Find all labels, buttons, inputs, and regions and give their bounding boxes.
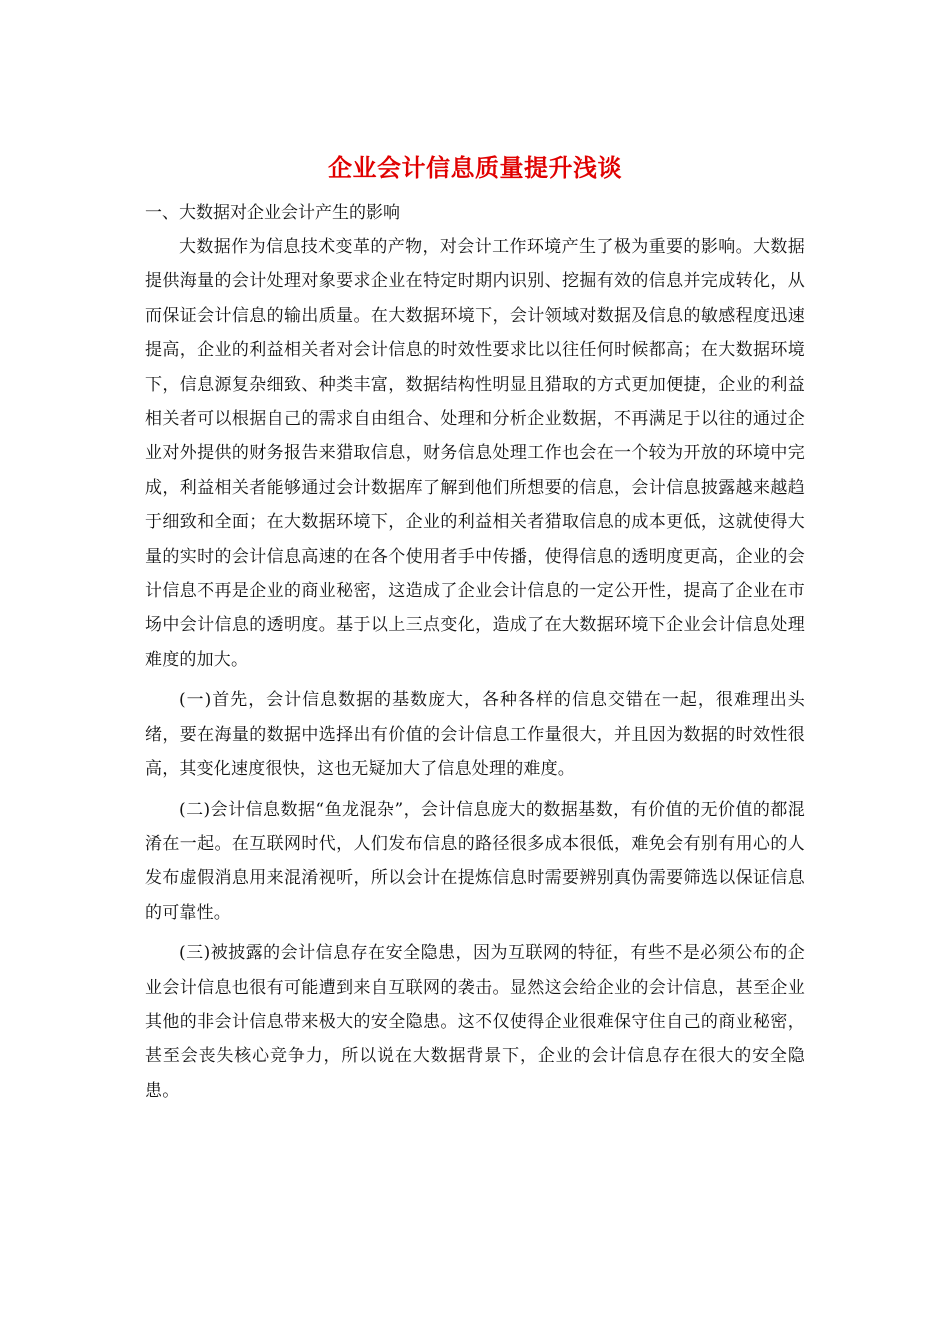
section-heading: 一、大数据对企业会计产生的影响: [145, 203, 400, 223]
paragraph-point-1: (一)首先，会计信息数据的基数庞大，各种各样的信息交错在一起，很难理出头绪，要在海量的数据中选择出有价值的会计信息工作量很大，并且因为数据的时效性很高，其变化速度很快，这也无疑加大了信息处理的难度。: [145, 690, 805, 780]
paragraph-point-2: (二)会计信息数据“鱼龙混杂”，会计信息庞大的数据基数，有价值的无价值的都混淆在一起。在互联网时代，人们发布信息的路径很多成本很低，难免会有别有用心的人发布虚假消息用来混淆视听，所以会计在提炼信息时需要辨别真伪需要筛选以保证信息的可靠性。: [145, 799, 805, 923]
paragraph-intro: 大数据作为信息技术变革的产物，对会计工作环境产生了极为重要的影响。大数据提供海量的会计处理对象要求企业在特定时期内识别、挖掘有效的信息并完成转化，从而保证会计信息的输出质量。在大数据环境下，会计领域对数据及信息的敏感程度迅速提高，企业的利益相关者对会计信息的时效性要求比以往任何时候都高；在大数据环境下，信息源复杂细致、种类丰富，数据结构性明显且猎取的方式更加便捷，企业的利益相关者可以根据自己的需求自由组合、处理和分析企业数据，不再满足于以往的通过企业对外提供的财务报告来猎取信息，财务信息处理工作也会在一个较为开放的环境中完成，利益相关者能够通过会计数据库了解到他们所想要的信息，会计信息披露越来越趋于细致和全面；在大数据环境下，企业的利益相关者猎取信息的成本更低，这就使得大量的实时的会计信息高速的在各个使用者手中传播，使得信息的透明度更高，企业的会计信息不再是企业的商业秘密，这造成了企业会计信息的一定公开性，提高了企业在市场中会计信息的透明度。基于以上三点变化，造成了在大数据环境下企业会计信息处理难度的加大。: [145, 237, 805, 670]
document-title: 企业会计信息质量提升浅谈: [328, 153, 622, 182]
document-body: [145, 150, 805, 1114]
paragraph-point-3: (三)被披露的会计信息存在安全隐患，因为互联网的特征，有些不是必须公布的企业会计信息也很有可能遭到来自互联网的袭击。显然这会给企业的会计信息，甚至企业其他的非会计信息带来极大的安全隐患。这不仅使得企业很难保守住自己的商业秘密，甚至会丧失核心竞争力，所以说在大数据背景下，企业的会计信息存在很大的安全隐患。: [145, 943, 805, 1101]
